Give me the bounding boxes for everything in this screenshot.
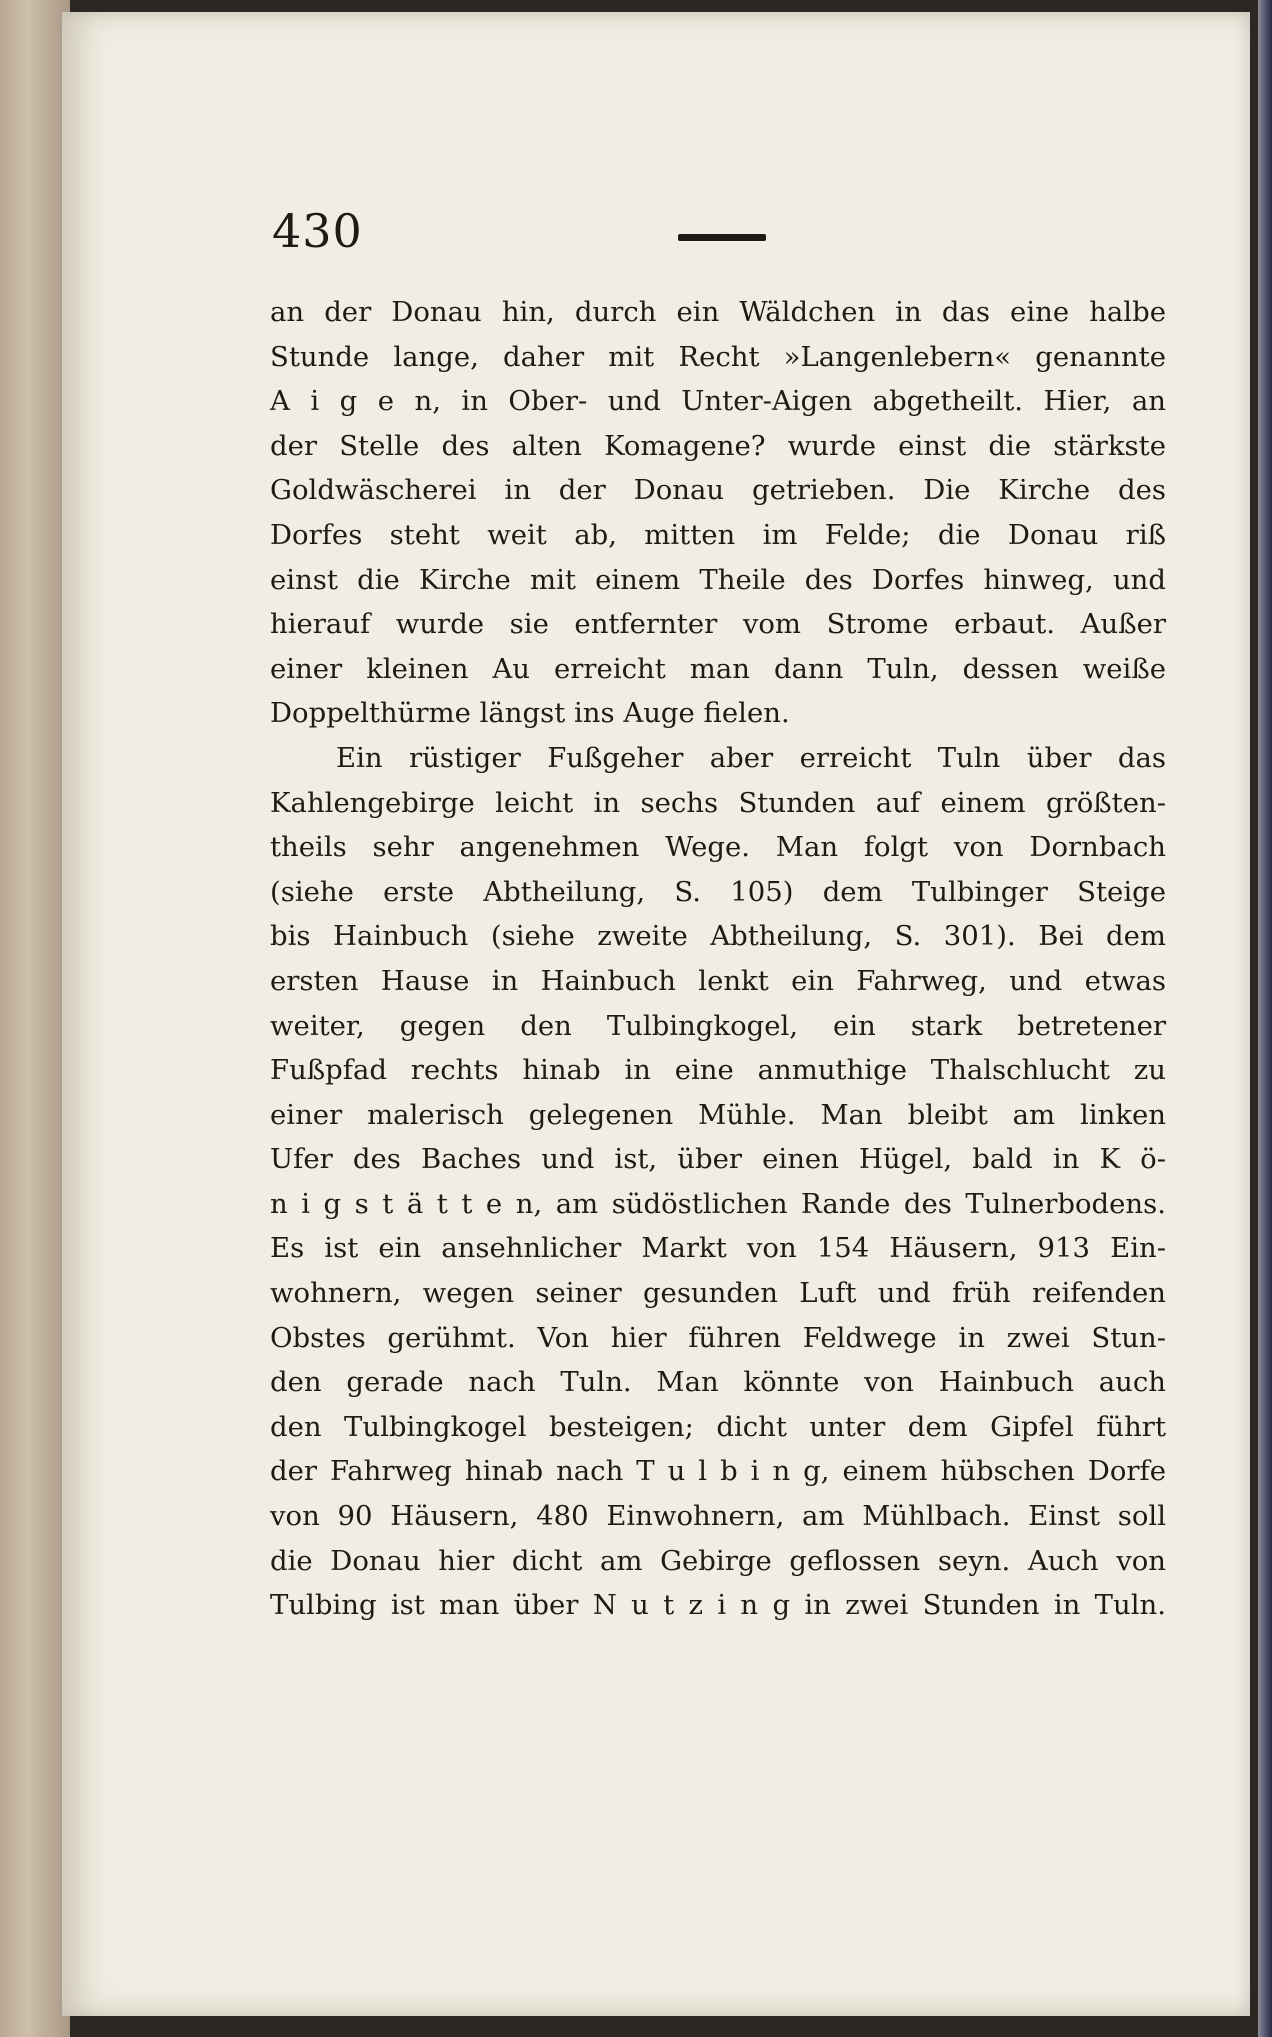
header-rule [678, 234, 766, 241]
text-line: den gerade nach Tuln. Man könnte von Hainbuch auch [270, 1366, 1166, 1399]
text-line: einer malerisch gelegenen Mühle. Man bleibt am linken [270, 1098, 1166, 1131]
text-line: Ufer des Baches und ist, über einen Hügel, bald in K ö- [270, 1143, 1166, 1176]
text-line: wohnern, wegen seiner gesunden Luft und früh reifenden [270, 1277, 1166, 1310]
text-line: Fußpfad rechts hinab in eine anmuthige Thalschlucht zu [270, 1054, 1166, 1087]
text-line: hierauf wurde sie entfernter vom Strome erbaut. Außer [270, 608, 1166, 641]
page-number: 430 [272, 204, 363, 258]
text-line: Obstes gerühmt. Von hier führen Feldwege in zwei Stun- [270, 1321, 1166, 1354]
paragraph-end-line: Doppelthürme längst ins Auge fielen. [270, 697, 790, 730]
body-text [270, 290, 1166, 1628]
text-line: von 90 Häusern, 480 Einwohnern, am Mühlbach. Einst soll [270, 1500, 1166, 1533]
text-line: einst die Kirche mit einem Theile des Dorfes hinweg, und [270, 563, 1166, 596]
text-line: der Fahrweg hinab nach T u l b i n g, einem hübschen Dorfe [270, 1455, 1166, 1488]
text-line: theils sehr angenehmen Wege. Man folgt von Dornbach [270, 831, 1166, 864]
text-line: bis Hainbuch (siehe zweite Abtheilung, S. 301). Bei dem [270, 920, 1166, 953]
text-line: A i g e n, in Ober- und Unter-Aigen abgetheilt. Hier, an [270, 385, 1166, 418]
text-line: Kahlengebirge leicht in sechs Stunden auf einem größten- [270, 786, 1166, 819]
text-line: Stunde lange, daher mit Recht »Langenlebern« genannte [270, 340, 1166, 373]
text-line: ersten Hause in Hainbuch lenkt ein Fahrweg, und etwas [270, 964, 1166, 997]
text-line: (siehe erste Abtheilung, S. 105) dem Tulbinger Steige [270, 875, 1166, 908]
text-line: n i g s t ä t t e n, am südöstlichen Rande des Tulnerbodens. [270, 1187, 1166, 1220]
text-line: einer kleinen Au erreicht man dann Tuln, dessen weiße [270, 652, 1166, 685]
text-line: Es ist ein ansehnlicher Markt von 154 Häusern, 913 Ein- [270, 1232, 1166, 1265]
text-line: weiter, gegen den Tulbingkogel, ein stark betretener [270, 1009, 1166, 1042]
text-line: Tulbing ist man über N u t z i n g in zwei Stunden in Tuln. [270, 1589, 1166, 1622]
text-line: an der Donau hin, durch ein Wäldchen in das eine halbe [270, 296, 1166, 328]
book-cover-edge [1258, 0, 1272, 2037]
text-line: die Donau hier dicht am Gebirge geflossen seyn. Auch von [270, 1544, 1166, 1577]
text-line: Dorfes steht weit ab, mitten im Felde; die Donau riß [270, 518, 1166, 551]
text-line: der Stelle des alten Komagene? wurde einst die stärkste [270, 429, 1166, 462]
text-line: den Tulbingkogel besteigen; dicht unter dem Gipfel führt [270, 1410, 1166, 1443]
paragraph-start-line: Ein rüstiger Fußgeher aber erreicht Tuln über das [336, 741, 1166, 774]
text-line: Goldwäscherei in der Donau getrieben. Die Kirche des [270, 474, 1166, 507]
book-block-edge [0, 0, 70, 2037]
